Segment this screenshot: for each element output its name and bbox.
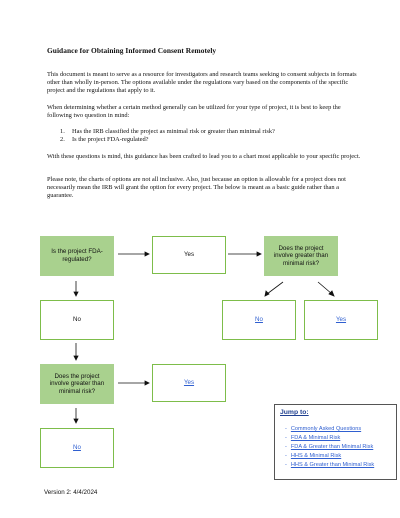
yes-link-box-right[interactable] (304, 300, 378, 340)
question-item: 1. Has the IRB classified the project as minimal risk or greater than minimal risk? (60, 128, 275, 135)
jump-to-title: Jump to: (280, 409, 309, 416)
arrow-head (74, 356, 78, 360)
arrow-head (145, 252, 149, 256)
yes-link-right[interactable]: Yes (335, 316, 347, 324)
jump-link-fda-minimal[interactable]: FDA & Minimal Risk (290, 435, 341, 442)
please-note-paragraph: Please note, the charts of options are not all inclusive. Also, just because an option is allowable for a project does not necessarily mean the IRB will grant the option for every project. The below is meant as a basic guide rather than a guarantee. (47, 176, 346, 200)
fda-question-box: Is the project FDA-regulated? (40, 236, 114, 276)
greater-risk-question-box-right: Does the project involve greater than minimal risk? (264, 236, 338, 276)
version-label: Version 2: 4/4/2024 (44, 489, 98, 496)
arrow-to-yes-right (318, 282, 332, 294)
jump-link-item[interactable]: - HHS & Minimal Risk (285, 453, 342, 460)
document-title: Guidance for Obtaining Informed Consent Remotely (47, 46, 217, 55)
question-item: 2. Is the project FDA-regulated? (60, 136, 149, 144)
no-link-box-left[interactable] (40, 428, 114, 468)
arrow-head (74, 419, 78, 423)
jump-to-box (274, 404, 397, 480)
jump-link-item[interactable]: - FDA & Greater than Minimal Risk (285, 444, 374, 451)
jump-link-item[interactable]: - HHS & Greater than Minimal Risk (285, 462, 375, 469)
determining-paragraph: When determining whether a certain method generally can be utilized for your type of project, it is best to keep the following two question in mind: (47, 104, 341, 120)
arrow-head (257, 252, 261, 256)
arrow-head (145, 381, 149, 385)
jump-link-hhs-greater[interactable]: HHS & Greater than Minimal Risk (290, 462, 375, 469)
arrow-to-no-right (267, 282, 283, 294)
jump-link-hhs-minimal[interactable]: HHS & Minimal Risk (290, 453, 342, 460)
no-link-right[interactable]: No (255, 316, 263, 324)
with-questions-paragraph: With these questions is mind, this guidance has been crafted to lead you to a chart most applicable to your specific project. (47, 153, 361, 160)
intro-paragraph: This document is meant to serve as a resource for investigators and research teams seeking to consent subjects in formats other than wholly in-person. The options available under the regulations vary based on the components of the specific project and the regulations that apply to it. (47, 71, 357, 95)
yes-box: Yes (152, 236, 226, 274)
jump-link-faq[interactable]: Commonly Asked Questions (290, 426, 362, 432)
jump-to-list (285, 425, 374, 470)
yes-link-left[interactable]: Yes (183, 379, 195, 387)
jump-link-item[interactable]: - FDA & Minimal Risk (285, 435, 341, 442)
arrow-head (74, 292, 78, 296)
no-link-left[interactable]: No (73, 444, 81, 452)
jump-link-item[interactable]: - Commonly Asked Questions (285, 426, 362, 432)
jump-link-fda-greater[interactable]: FDA & Greater than Minimal Risk (290, 444, 374, 451)
no-link-box-right[interactable] (222, 300, 296, 340)
yes-link-box-left[interactable] (152, 364, 226, 402)
greater-risk-question-box-left: Does the project involve greater than minimal risk? (40, 364, 114, 404)
no-box: No (40, 300, 114, 340)
arrow-head (265, 291, 269, 296)
